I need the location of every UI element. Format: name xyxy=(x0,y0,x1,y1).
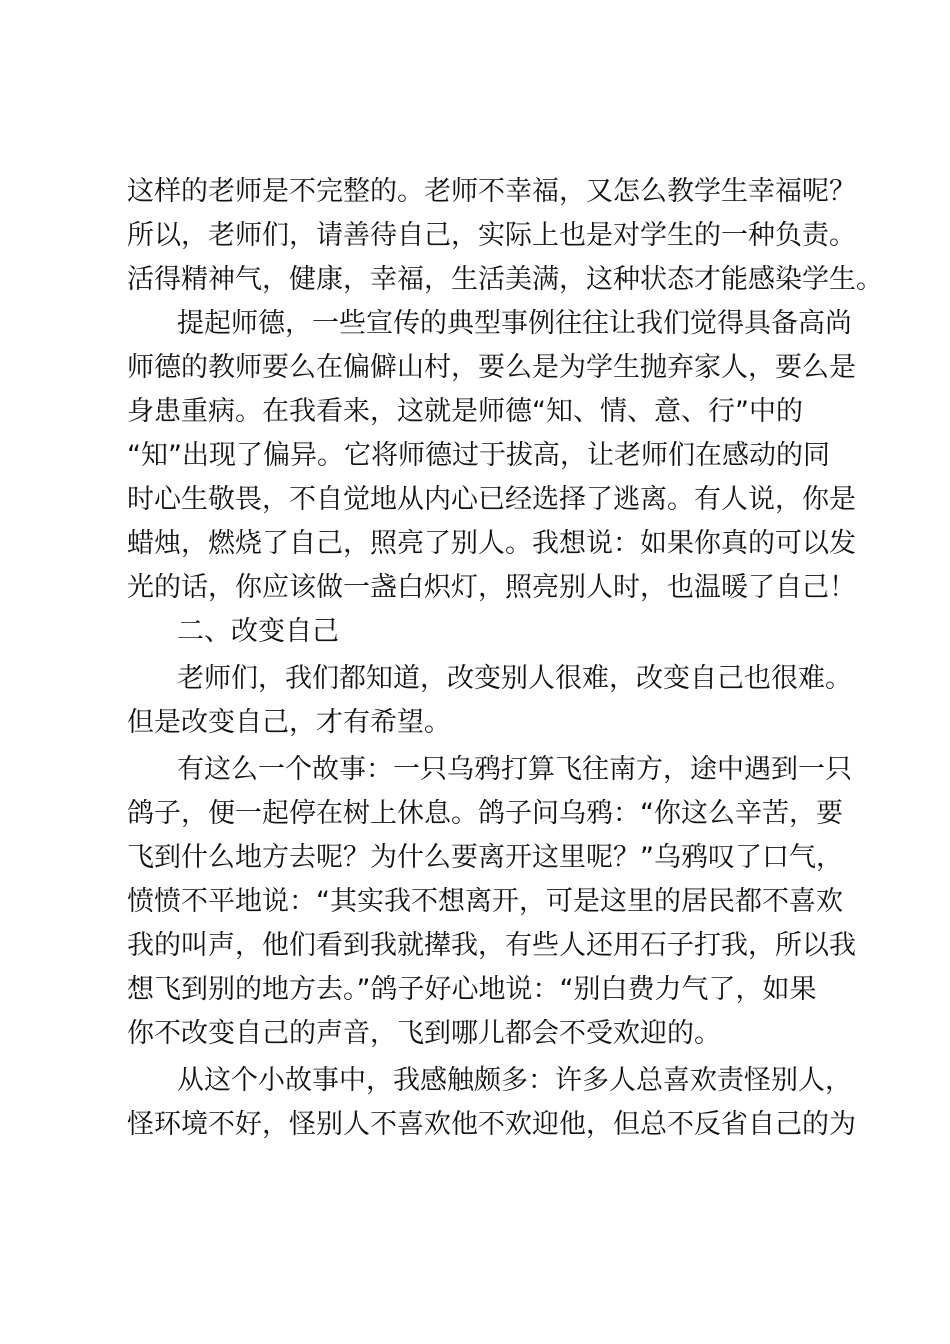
document-body xyxy=(127,170,883,1147)
text-line: 所以，老师们，请善待自己，实际上也是对学生的一种负责。 xyxy=(127,220,856,251)
text-line: 想飞到别的地方去。”鸽子好心地说：“别白费力气了，如果 xyxy=(127,974,817,1005)
text-line: 活得精神气，健康，幸福，生活美满，这种状态才能感染学生。 xyxy=(127,264,883,295)
text-line: 你不改变自己的声音，飞到哪儿都会不受欢迎的。 xyxy=(127,1018,721,1049)
paragraph-start-line: 提起师德，一些宣传的典型事例往往让我们觉得具备高尚 xyxy=(177,308,852,339)
section-heading: 二、改变自己 xyxy=(177,616,339,647)
text-line: 飞到什么地方去呢？为什么要离开这里呢？”乌鸦叹了口气， xyxy=(127,842,843,873)
text-line: 我的叫声，他们看到我就撵我，有些人还用石子打我，所以我 xyxy=(127,930,856,961)
text-line: 怪环境不好，怪别人不喜欢他不欢迎他，但总不反省自己的为 xyxy=(127,1109,856,1140)
text-line: 但是改变自己，才有希望。 xyxy=(127,707,451,738)
text-line: 鸽子，便一起停在树上休息。鸽子问乌鸦：“你这么辛苦，要 xyxy=(127,798,843,829)
paragraph-start-line: 老师们，我们都知道，改变别人很难，改变自己也很难。 xyxy=(177,663,852,694)
text-line: 光的话，你应该做一盏白炽灯，照亮别人时，也温暖了自己！ xyxy=(127,572,856,603)
text-line: 愤愤不平地说：“其实我不想离开，可是这里的居民都不喜欢 xyxy=(127,886,843,917)
text-line: 时心生敬畏，不自觉地从内心已经选择了逃离。有人说，你是 xyxy=(127,484,856,515)
text-line: 师德的教师要么在偏僻山村，要么是为学生抛弃家人，要么是 xyxy=(127,352,856,383)
paragraph-start-line: 有这么一个故事：一只乌鸦打算飞往南方，途中遇到一只 xyxy=(177,754,852,785)
text-line: 这样的老师是不完整的。老师不幸福，又怎么教学生幸福呢？ xyxy=(127,176,856,207)
text-line: 蜡烛，燃烧了自己，照亮了别人。我想说：如果你真的可以发 xyxy=(127,528,856,559)
text-line: “知”出现了偏异。它将师德过于拔高，让老师们在感动的同 xyxy=(127,440,830,471)
paragraph-start-line: 从这个小故事中，我感触颇多：许多人总喜欢责怪别人， xyxy=(177,1065,852,1096)
text-line: 身患重病。在我看来，这就是师德“知、情、意、行”中的 xyxy=(127,396,803,427)
